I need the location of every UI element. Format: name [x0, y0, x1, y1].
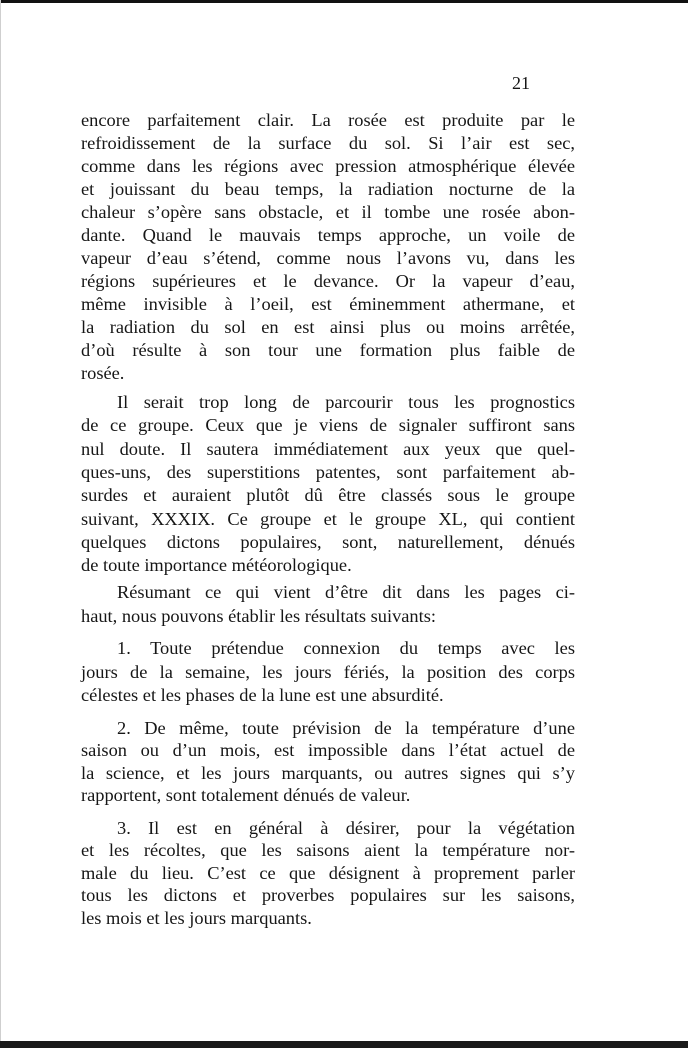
text-line: 3. Il est en général à désirer, pour la végétation — [117, 818, 575, 838]
text-line: les mois et les jours marquants. — [81, 908, 312, 928]
text-line: et les récoltes, que les saisons aient la température nor- — [81, 840, 575, 860]
text-line: suivant, XXXIX. Ce groupe et le groupe XL, qui contient — [81, 509, 575, 529]
scan-top-edge — [0, 0, 688, 3]
text-line: surdes et auraient plutôt dû être classés sous le groupe — [81, 485, 575, 505]
text-line: Résumant ce qui vient d’être dit dans les pages ci- — [117, 582, 575, 602]
text-line: Il serait trop long de parcourir tous les prognostics — [117, 392, 575, 412]
text-line: de toute importance météorologique. — [81, 555, 352, 575]
text-line: 1. Toute prétendue connexion du temps avec les — [117, 638, 575, 658]
text-line: nul doute. Il sautera immédiatement aux yeux que quel- — [81, 439, 575, 459]
text-line: ques-uns, des superstitions patentes, sont parfaitement ab- — [81, 462, 575, 482]
text-line: la radiation du sol en est ainsi plus ou moins arrêtée, — [81, 317, 575, 337]
text-line: male du lieu. C’est ce que désignent à proprement parler — [81, 863, 575, 883]
text-line: de ce groupe. Ceux que je viens de signaler suffiront sans — [81, 415, 575, 435]
text-line: d’où résulte à son tour une formation plus faible de — [81, 340, 575, 360]
scan-left-edge — [0, 0, 1, 1048]
text-line: rapportent, sont totalement dénués de valeur. — [81, 785, 411, 805]
text-line: encore parfaitement clair. La rosée est produite par le — [81, 110, 575, 130]
text-line: régions supérieures et le devance. Or la vapeur d’eau, — [81, 271, 575, 291]
text-line: refroidissement de la surface du sol. Si l’air est sec, — [81, 133, 575, 153]
text-line: dante. Quand le mauvais temps approche, un voile de — [81, 225, 575, 245]
text-line: rosée. — [81, 363, 125, 383]
text-line: la science, et les jours marquants, ou autres signes qui s’y — [81, 763, 575, 783]
text-line: jours de la semaine, les jours fériés, la position des corps — [81, 662, 575, 682]
text-line: comme dans les régions avec pression atmosphérique élevée — [81, 156, 575, 176]
text-line: saison ou d’un mois, est impossible dans l’état actuel de — [81, 740, 575, 760]
scan-bottom-edge — [0, 1041, 688, 1048]
text-line: tous les dictons et proverbes populaires sur les saisons, — [81, 885, 575, 905]
text-line: 2. De même, toute prévision de la température d’une — [117, 718, 575, 738]
text-line: haut, nous pouvons établir les résultats suivants: — [81, 606, 436, 626]
text-line: et jouissant du beau temps, la radiation nocturne de la — [81, 179, 575, 199]
text-line: vapeur d’eau s’étend, comme nous l’avons vu, dans les — [81, 248, 575, 268]
text-line: célestes et les phases de la lune est une absurdité. — [81, 685, 444, 705]
text-line: quelques dictons populaires, sont, naturellement, dénués — [81, 532, 575, 552]
text-line: chaleur s’opère sans obstacle, et il tombe une rosée abon- — [81, 202, 575, 222]
text-line: même invisible à l’oeil, est éminemment athermane, et — [81, 294, 575, 314]
page-number: 21 — [512, 73, 530, 93]
